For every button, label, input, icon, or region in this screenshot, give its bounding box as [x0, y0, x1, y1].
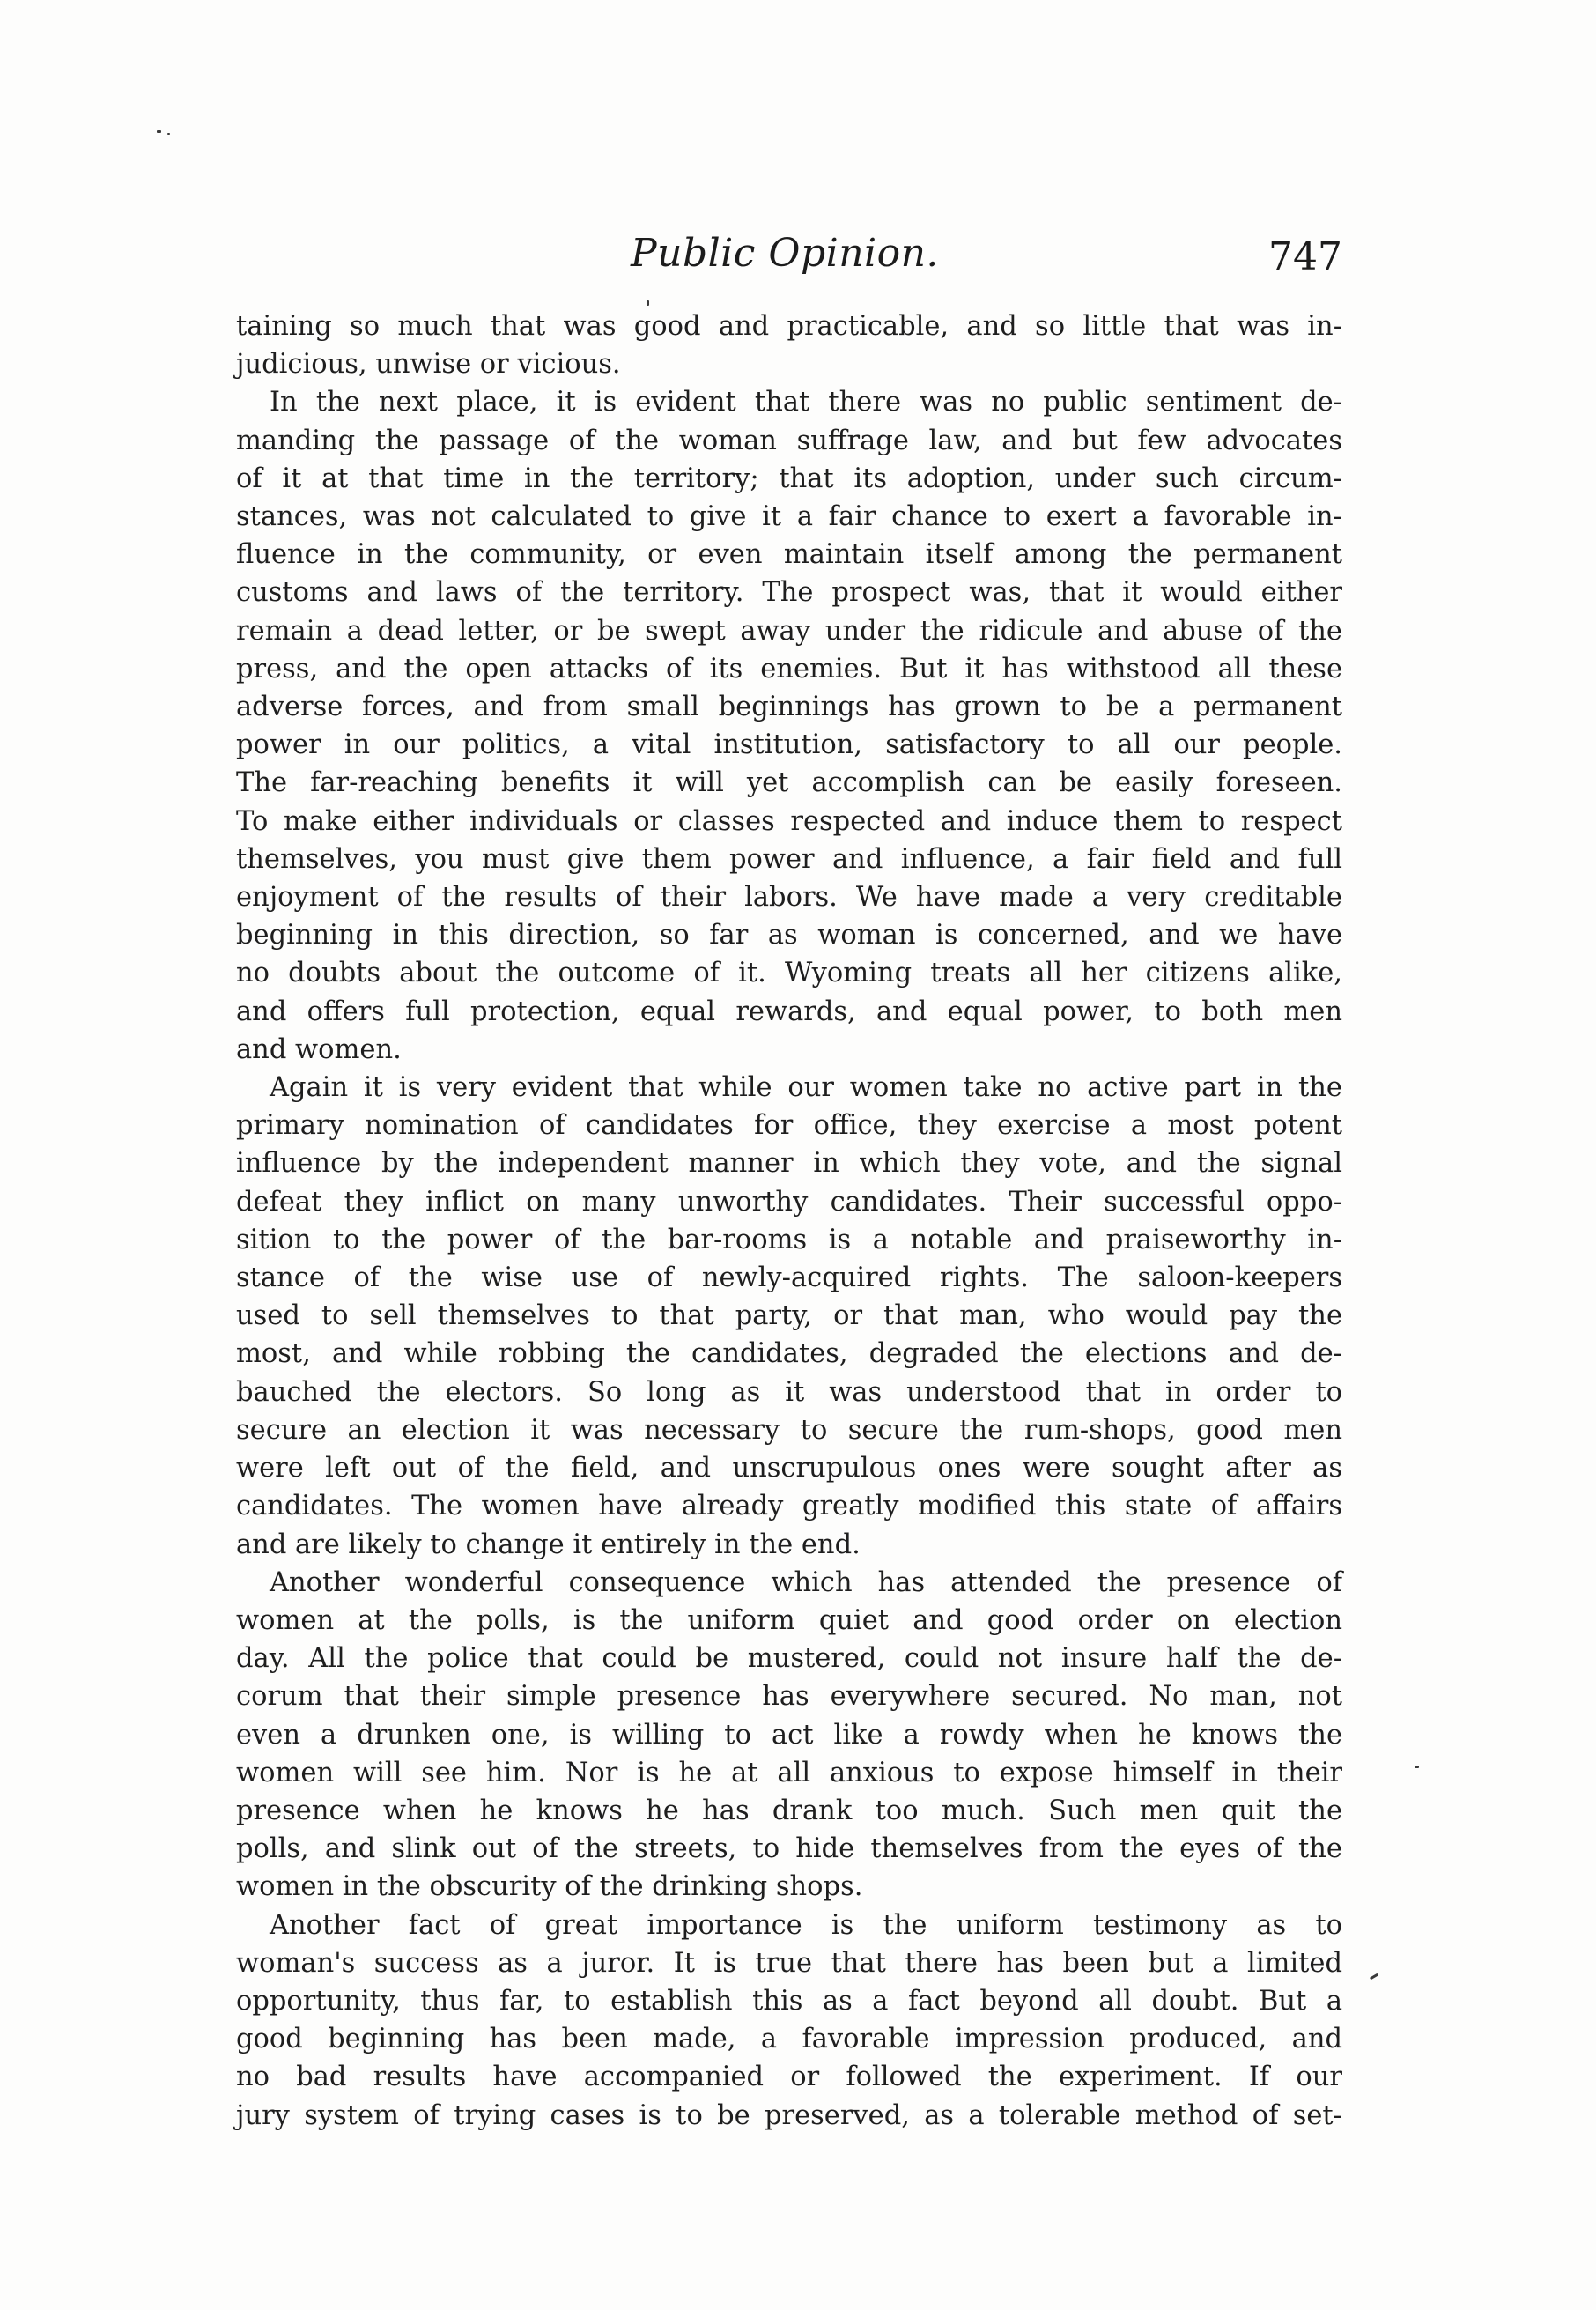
- text-line: adverse forces, and from small beginnings has grown to be a permanent: [236, 692, 1342, 723]
- text-line: and are likely to change it entirely in the end.: [236, 1529, 861, 1560]
- text-line: candidates. The women have already greatly modified this state of affairs: [236, 1491, 1342, 1522]
- text-line: were left out of the field, and unscrupulous ones were sought after as: [236, 1453, 1342, 1484]
- text-line: woman's success as a juror. It is true that there has been but a limited: [236, 1947, 1342, 1979]
- text-line: corum that their simple presence has everywhere secured. No man, not: [236, 1681, 1342, 1713]
- text-line: bauched the electors. So long as it was understood that in order to: [236, 1376, 1342, 1408]
- text-line: Another fact of great importance is the uniform testimony as to: [270, 1909, 1342, 1941]
- text-line: sition to the power of the bar-rooms is a notable and praiseworthy in-: [236, 1224, 1342, 1255]
- page-number: 747: [1268, 234, 1342, 279]
- text-line: themselves, you must give them power and influence, a fair field and full: [236, 843, 1342, 875]
- text-line: defeat they inflict on many unworthy candidates. Their successful oppo-: [236, 1186, 1342, 1218]
- scan-speck: [1415, 1766, 1419, 1768]
- text-line: day. All the police that could be mustered, could not insure half the de-: [236, 1643, 1342, 1675]
- running-head: [236, 231, 1342, 292]
- scan-speck: [157, 130, 161, 133]
- text-line: women at the polls, is the uniform quiet and good order on election: [236, 1604, 1342, 1636]
- text-line: enjoyment of the results of their labors. We have made a very creditable: [236, 882, 1342, 914]
- text-line: presence when he knows he has drank too much. Such men quit the: [236, 1795, 1342, 1826]
- text-line: fluence in the community, or even maintain itself among the permanent: [236, 539, 1342, 571]
- text-line: influence by the independent manner in which they vote, and the signal: [236, 1148, 1342, 1180]
- text-line: of it at that time in the territory; that its adoption, under such circum-: [236, 463, 1342, 494]
- text-line: remain a dead letter, or be swept away under the ridicule and abuse of the: [236, 615, 1342, 647]
- text-line: Another wonderful consequence which has attended the presence of: [270, 1566, 1342, 1598]
- text-line: no doubts about the outcome of it. Wyoming treats all her citizens alike,: [236, 958, 1342, 989]
- text-line: primary nomination of candidates for office, they exercise a most potent: [236, 1110, 1342, 1142]
- running-title: Public Opinion.: [631, 231, 939, 276]
- body-text: [236, 307, 1342, 2135]
- text-line: even a drunken one, is willing to act like a rowdy when he knows the: [236, 1719, 1342, 1751]
- text-line: and women.: [236, 1033, 402, 1065]
- scan-speck: [1370, 1973, 1378, 1981]
- text-line: beginning in this direction, so far as woman is concerned, and we have: [236, 920, 1342, 951]
- text-line: Again it is very evident that while our women take no active part in the: [270, 1072, 1342, 1104]
- text-line: polls, and slink out of the streets, to hide themselves from the eyes of the: [236, 1833, 1342, 1865]
- text-line: most, and while robbing the candidates, degraded the elections and de-: [236, 1338, 1342, 1370]
- text-line: taining so much that was good and practicable, and so little that was in-: [236, 311, 1342, 342]
- text-line: good beginning has been made, a favorable impression produced, and: [236, 2024, 1342, 2055]
- text-line: press, and the open attacks of its enemies. But it has withstood all these: [236, 653, 1342, 685]
- text-line: The far-reaching benefits it will yet accomplish can be easily foreseen.: [236, 767, 1342, 799]
- text-line: women in the obscurity of the drinking shops.: [236, 1871, 863, 1903]
- text-line: stance of the wise use of newly-acquired rights. The saloon-keepers: [236, 1262, 1342, 1294]
- text-line: and offers full protection, equal rewards, and equal power, to both men: [236, 996, 1342, 1027]
- scan-speck: [167, 133, 170, 135]
- text-line: no bad results have accompanied or followed the experiment. If our: [236, 2062, 1342, 2093]
- text-line: opportunity, thus far, to establish this as a fact beyond all doubt. But a: [236, 1985, 1342, 2017]
- text-line: judicious, unwise or vicious.: [236, 349, 621, 381]
- text-line: power in our politics, a vital institution, satisfactory to all our people.: [236, 729, 1342, 761]
- text-line: jury system of trying cases is to be preserved, as a tolerable method of set-: [236, 2099, 1342, 2131]
- text-line: women will see him. Nor is he at all anxious to expose himself in their: [236, 1757, 1342, 1788]
- text-line: In the next place, it is evident that there was no public sentiment de-: [270, 387, 1342, 418]
- text-line: stances, was not calculated to give it a fair chance to exert a favorable in-: [236, 501, 1342, 533]
- text-line: secure an election it was necessary to secure the rum-shops, good men: [236, 1414, 1342, 1446]
- text-line: customs and laws of the territory. The prospect was, that it would either: [236, 577, 1342, 609]
- text-line: used to sell themselves to that party, or that man, who would pay the: [236, 1300, 1342, 1332]
- scan-speck: [647, 300, 649, 306]
- text-line: manding the passage of the woman suffrage law, and but few advocates: [236, 425, 1342, 456]
- text-line: To make either individuals or classes respected and induce them to respect: [236, 805, 1342, 837]
